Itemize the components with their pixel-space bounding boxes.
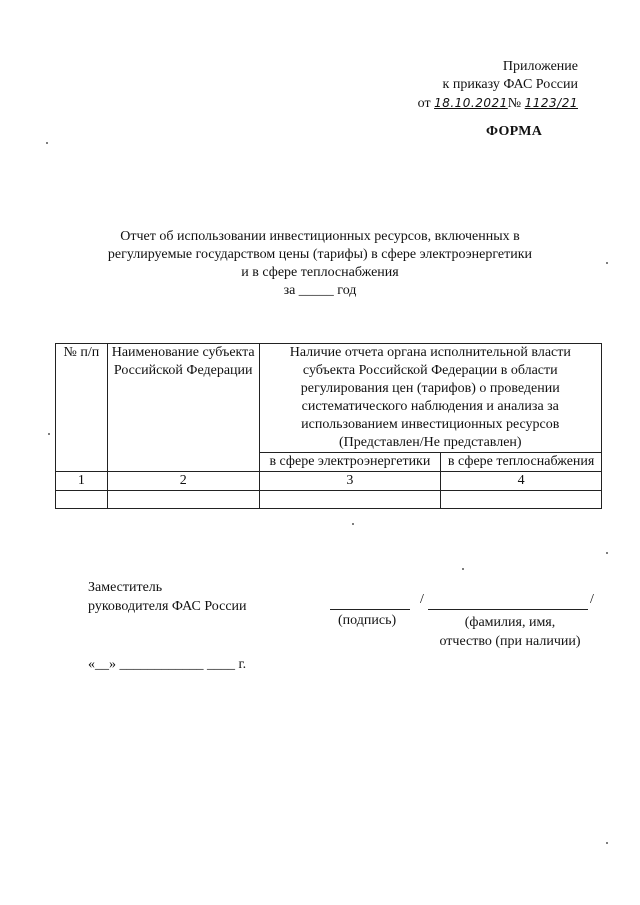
scan-speck [48, 433, 50, 435]
column-number-1: 1 [56, 472, 108, 491]
scan-speck [606, 842, 608, 844]
from-prefix: от [417, 96, 431, 111]
table-number-row [56, 472, 602, 491]
full-name-caption [430, 613, 590, 651]
report-title [80, 228, 560, 300]
full-name-caption-line-2: отчество (при наличии) [439, 634, 581, 649]
scan-speck [462, 568, 464, 570]
table-cell[interactable] [441, 491, 602, 509]
date-line[interactable]: «__» ____________ ____ г. [88, 657, 247, 672]
title-line-1: Отчет об использовании инвестиционных ресурсов, включенных в [120, 229, 520, 244]
header-subject-name: Наименование субъекта Российской Федерации [107, 344, 259, 472]
scan-speck [606, 262, 608, 264]
title-line-3: и в сфере теплоснабжения [241, 265, 399, 280]
table-cell[interactable] [107, 491, 259, 509]
table-row [56, 491, 602, 509]
handwritten-date: 18.10.2021 [434, 96, 508, 110]
position-line-2: руководителя ФАС России [88, 599, 247, 614]
slash-left: / [420, 592, 424, 607]
scan-speck [352, 523, 354, 525]
position-line-1: Заместитель [88, 580, 163, 595]
header-heat-supply: в сфере теплоснабжения [441, 453, 602, 472]
handwritten-number: 1123/21 [524, 96, 578, 110]
table-header-row [56, 344, 602, 453]
signature-line[interactable] [330, 596, 410, 610]
number-prefix: № [507, 96, 522, 111]
order-date-number [418, 94, 578, 113]
header-report-presence: Наличие отчета органа исполнительной власти субъекта Российской Федерации в области регулирования цен (тарифов) о проведении систематического наблюдения и анализа за использованием инвестиционных ресурсов (Представлен/Не представлен) [259, 344, 601, 453]
scan-speck [46, 142, 48, 144]
signature-caption: (подпись) [338, 613, 397, 628]
column-number-2: 2 [107, 472, 259, 491]
title-line-4: за _____ год [283, 283, 357, 298]
appendix-label: Приложение [502, 59, 578, 74]
column-number-4: 4 [441, 472, 602, 491]
slash-right: / [590, 592, 594, 607]
table-cell[interactable] [56, 491, 108, 509]
appendix-order: к приказу ФАС России [442, 77, 578, 92]
column-number-3: 3 [259, 472, 441, 491]
header-number: № п/п [56, 344, 108, 472]
header-electricity: в сфере электроэнергетики [259, 453, 441, 472]
form-label: ФОРМА [486, 124, 543, 139]
scan-speck [606, 552, 608, 554]
report-table [55, 343, 602, 509]
full-name-caption-line-1: (фамилия, имя, [464, 615, 556, 630]
signer-position [88, 578, 247, 616]
full-name-line[interactable] [428, 596, 588, 610]
table-cell[interactable] [259, 491, 441, 509]
title-line-2: регулируемые государством цены (тарифы) в сфере электроэнергетики [107, 247, 533, 262]
appendix-block [418, 58, 578, 113]
